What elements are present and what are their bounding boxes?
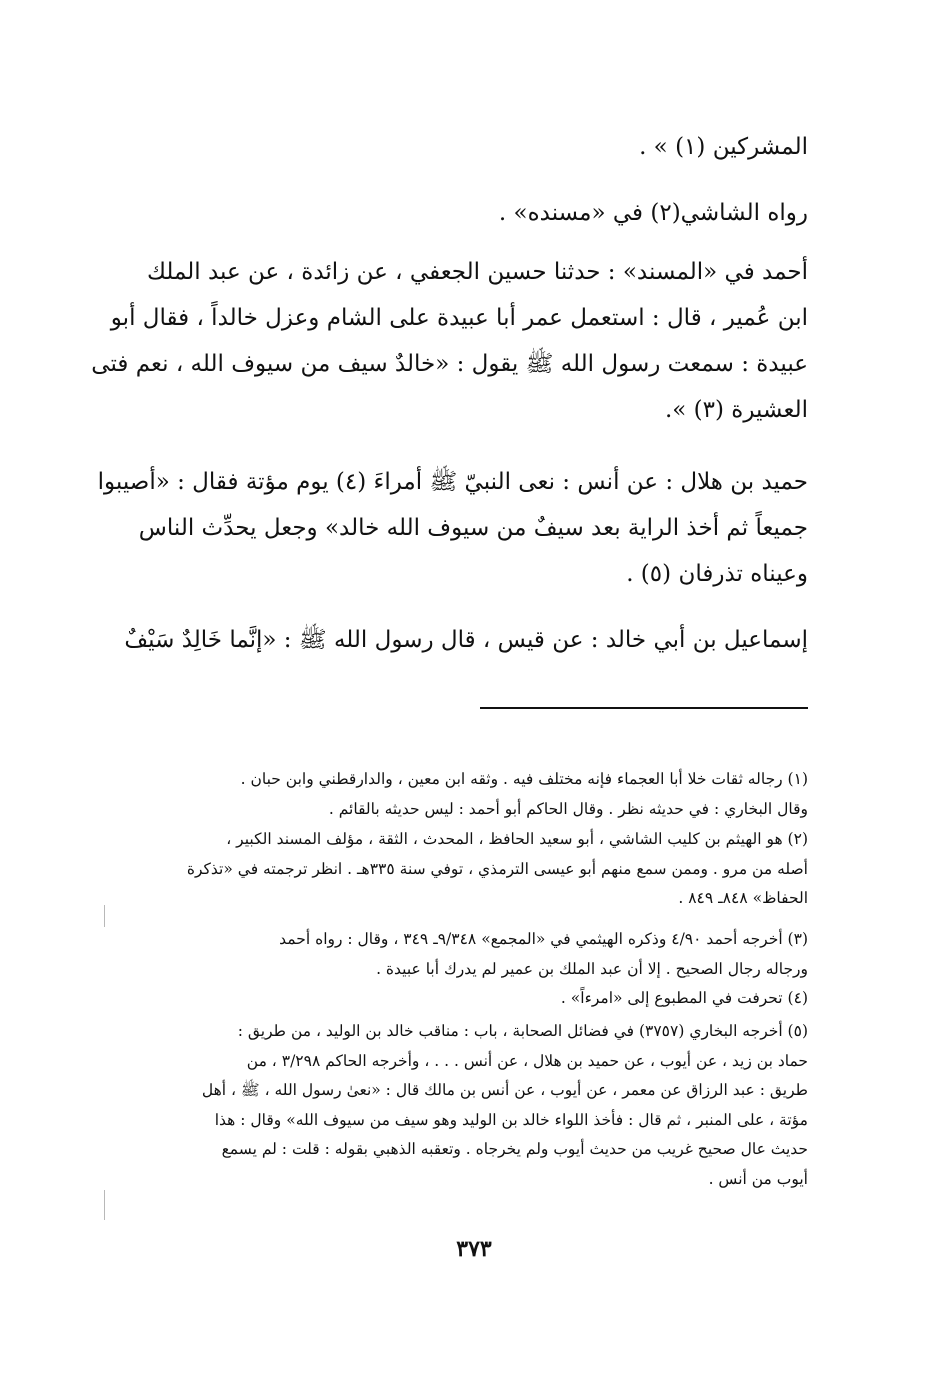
footnote-4	[136, 984, 808, 1014]
text-line: ابن عُمير ، قال : استعمل عمر أبا عبيدة على الشام وعزل خالداً ، فقال أبو	[110, 305, 808, 331]
text-line: عبيدة : سمعت رسول الله ﷺ يقول : «خالدٌ سيف من سيوف الله ، نعم فتى	[91, 351, 808, 377]
footnote-line: حديث عال صحيح غريب من حديث أيوب ولم يخرجاه . وتعقبه الذهبي بقوله : قلت : لم يسمع	[221, 1140, 808, 1158]
footnote-line: (٣) أخرجه أحمد ٤/٩٠ وذكره الهيثمي في «المجمع» ٩/٣٤٨ـ ٣٤٩ ، وقال : رواه أحمد	[279, 930, 808, 948]
text-line: إسماعيل بن أبي خالد : عن قيس ، قال رسول الله ﷺ : «إنَّما خَالِدٌ سَيْفٌ	[124, 627, 808, 653]
footnote-line: طريق : عبد الرزاق عن معمر ، عن أيوب ، عن أنس بن مالك قال : «نعىٰ رسول الله ، ﷺ ، أهل	[201, 1081, 808, 1099]
footnote-line: (٥) أخرجه البخاري (٣٧٥٧) في فضائل الصحابة ، باب : مناقب خالد بن الوليد ، من طريق :	[237, 1022, 808, 1040]
text-line: وعيناه تذرفان (٥) .	[626, 561, 808, 587]
footnote-line: (٢) هو الهيثم بن كليب الشاشي ، أبو سعيد الحافظ ، المحدث ، الثقة ، مؤلف المسند الكبير ،	[226, 830, 808, 848]
margin-mark	[104, 905, 105, 927]
footnote-line: (١) رجاله ثقات خلا أبا العجماء فإنه مختلف فيه . وثقه ابن معين ، والدارقطني وابن حبان .	[240, 770, 808, 788]
footnote-line: ورجاله رجال الصحيح . إلا أن عبد الملك بن عمير لم يدرك أبا عبيدة .	[376, 959, 808, 978]
margin-mark	[104, 1190, 105, 1220]
page-number: ٣٧٣	[456, 1236, 492, 1262]
footnote-3	[136, 925, 808, 984]
footnote-line: مؤتة ، على المنبر ، ثم قال : فأخذ اللواء خالد بن الوليد وهو سيف من سيوف الله» وقال : هذا	[214, 1110, 808, 1129]
text-line: العشيرة (٣) ».	[664, 397, 808, 423]
footnote-line: حماد بن زيد ، عن أيوب ، عن حميد بن هلال ، عن أنس . . . ، وأخرجه الحاكم ٣/٢٩٨ ، من	[246, 1051, 808, 1070]
paragraph-ismail	[124, 617, 808, 663]
footnote-line: وقال البخاري : في حديثه نظر . وقال الحاكم أبو أحمد : ليس حديثه بالقائم .	[328, 799, 808, 818]
text-line: حميد بن هلال : عن أنس : نعى النبيّ ﷺ أمراءَ (٤) يوم مؤتة فقال : «أصيبوا	[97, 469, 808, 495]
footnote-5	[136, 1017, 808, 1194]
text-line: جميعاً ثم أخذ الراية بعد سيفٌ من سيوف الله خالد» وجعل يحدِّث الناس	[138, 515, 808, 541]
footnote-line: أيوب من أنس .	[708, 1169, 808, 1188]
footnote-line: (٤) تحرفت في المطبوع إلى «امرءاً» .	[560, 989, 808, 1007]
footnote-separator	[480, 707, 808, 709]
text-line: أحمد في «المسند» : حدثنا حسين الجعفي ، عن زائدة ، عن عبد الملك	[146, 259, 808, 285]
paragraph-humaid	[97, 459, 808, 597]
footnote-1	[136, 765, 808, 824]
text-line: رواه الشاشي(٢) في «مسنده» .	[498, 200, 808, 226]
paragraph-shashi	[136, 190, 808, 236]
paragraph-ahmad	[91, 249, 808, 433]
footnote-2	[136, 825, 808, 914]
continued-line	[136, 124, 808, 170]
footnote-line: أصله من مرو . وممن سمع منهم أبو عيسى الترمذي ، توفي سنة ٣٣٥هـ . انظر ترجمته في «تذكرة	[186, 859, 808, 878]
text-line: المشركين (١) » .	[639, 134, 808, 160]
footnote-line: الحفاظ» ٨٤٨ـ ٨٤٩ .	[678, 889, 808, 907]
